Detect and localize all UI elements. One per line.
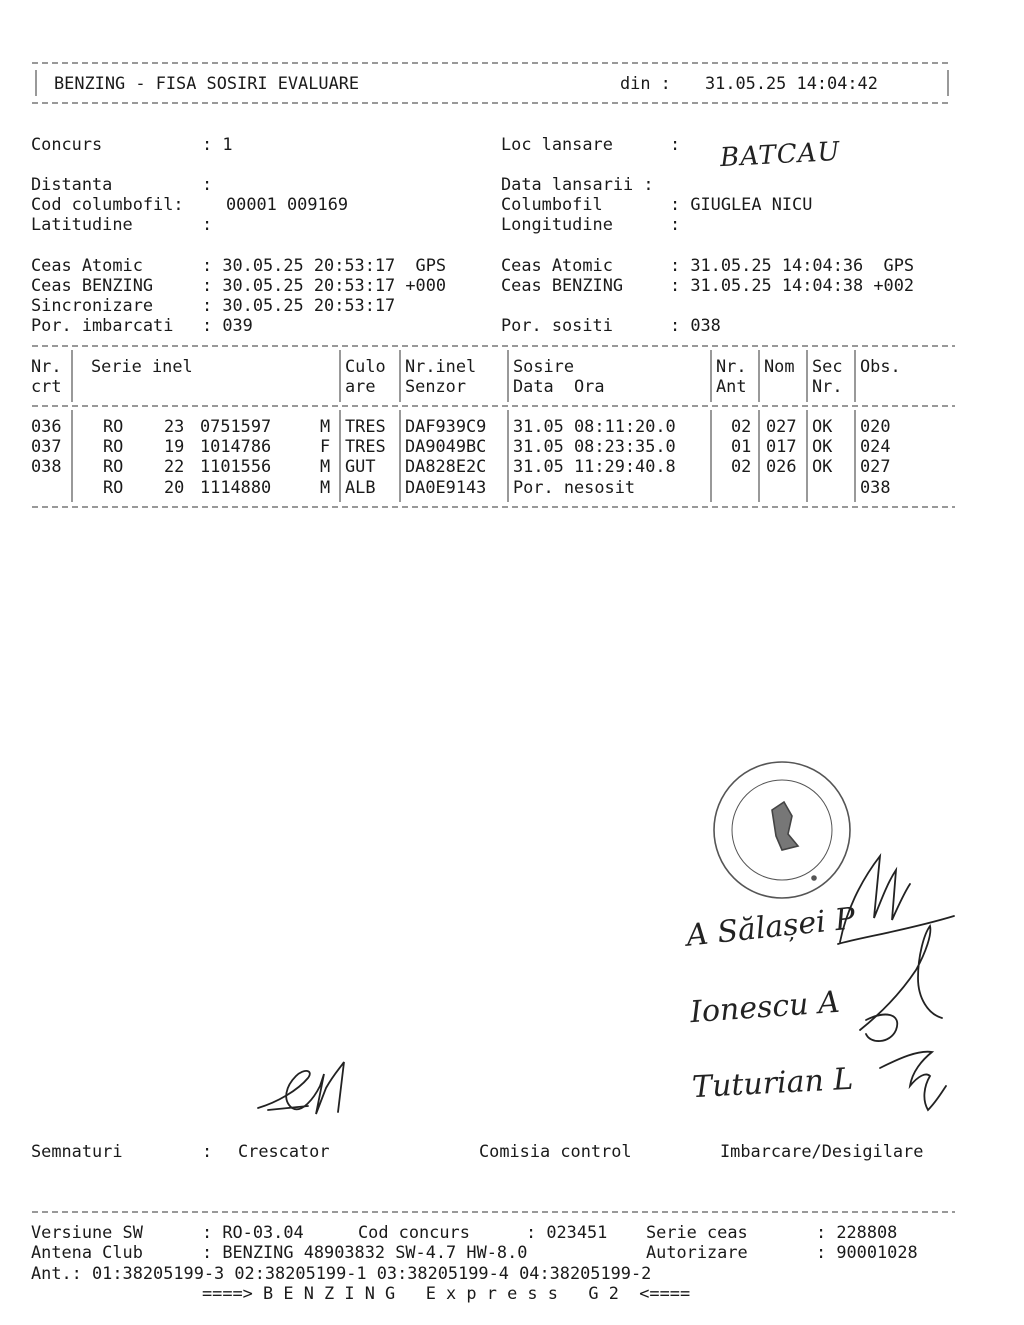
clock-left-value: : 30.05.25 20:53:17 +000 (202, 275, 447, 295)
cell-obs: 027 (860, 456, 891, 476)
latitudine-label: Latitudine (31, 214, 133, 234)
versiune-value: : RO-03.04 (202, 1222, 304, 1242)
header-nr: Nr. (31, 356, 62, 376)
cell-obs: 038 (860, 477, 891, 497)
cell-crt: 036 (31, 416, 62, 436)
clock-right-value: : 31.05.25 14:04:38 +002 (670, 275, 915, 295)
clock-left-value: : 039 (202, 315, 253, 335)
longitudine-label: Longitudine (501, 214, 613, 234)
semnaturi-label: Semnaturi (31, 1141, 123, 1161)
longitudine-value: : (670, 214, 681, 234)
antenna-serials: Ant.: 01:38205199-3 02:38205199-1 03:38205199-4 04:38205199-2 (31, 1263, 652, 1283)
cell-nom: 027 (766, 416, 797, 436)
serie-ceas-label: Serie ceas (646, 1222, 748, 1242)
cell-ant: 01 (731, 436, 752, 456)
loc-lansare-label: Loc lansare (501, 134, 613, 154)
header-sosire: Sosire (513, 356, 575, 376)
header-obs: Obs. (860, 356, 901, 376)
brand-line: ====> B E N Z I N G E x p r e s s G 2 <==== (202, 1283, 691, 1303)
cell-senzor: DAF939C9 (405, 416, 487, 436)
cell-inel: 0751597 (200, 416, 272, 436)
columbofil-value: : GIUGLEA NICU (670, 194, 813, 214)
din-value: 31.05.25 14:04:42 (705, 73, 878, 93)
header-nom: Nom (764, 356, 795, 376)
clock-left-label: Ceas BENZING (31, 275, 154, 295)
imbarcare-label: Imbarcare/Desigilare (720, 1141, 924, 1161)
cell-tara: RO (103, 416, 124, 436)
document-title: BENZING - FISA SOSIRI EVALUARE (54, 73, 360, 93)
distanta-value: : (202, 174, 213, 194)
clock-left-label: Ceas Atomic (31, 255, 143, 275)
data-lansarii-label: Data lansarii : (501, 174, 654, 194)
clock-left-value: : 30.05.25 20:53:17 GPS (202, 255, 447, 275)
serie-ceas-value: : 228808 (816, 1222, 898, 1242)
cell-an: 23 (164, 416, 185, 436)
commission-name-3: Tuturian L (691, 1061, 855, 1106)
cell-culoare: TRES (345, 416, 386, 436)
clock-right-label: Ceas Atomic (501, 255, 613, 275)
header-nr-inel: Nr.inel (405, 356, 477, 376)
cell-crt: 038 (31, 456, 62, 476)
cell-inel: 1101556 (200, 456, 272, 476)
cell-culoare: TRES (345, 436, 386, 456)
cell-tara: RO (103, 456, 124, 476)
cell-crt: 037 (31, 436, 62, 456)
versiune-label: Versiune SW (31, 1222, 143, 1242)
cell-obs: 020 (860, 416, 891, 436)
cell-sosire: 31.05 08:11:20.0 (513, 416, 676, 436)
cell-sex: M (320, 456, 331, 476)
loc-lansare-colon: : (670, 134, 681, 154)
din-label: din : (620, 73, 671, 93)
cell-an: 20 (164, 477, 185, 497)
loc-lansare-handwritten: BATCAU (719, 136, 842, 174)
cell-ant: 02 (731, 416, 752, 436)
header-serie-inel: Serie inel (91, 356, 193, 376)
cell-sex: M (320, 477, 331, 497)
header-crt: crt (31, 376, 62, 396)
columbofil-label: Columbofil (501, 194, 603, 214)
cod-concurs-label: Cod concurs (358, 1222, 470, 1242)
cell-an: 22 (164, 456, 185, 476)
autorizare-value: : 90001028 (816, 1242, 918, 1262)
header-are: are (345, 376, 376, 396)
cell-obs: 024 (860, 436, 891, 456)
commission-name-1: A Sălașei P (684, 901, 857, 954)
latitudine-value: : (202, 214, 213, 234)
antena-label: Antena Club (31, 1242, 143, 1262)
concurs-value: : 1 (202, 134, 233, 154)
cod-columbofil-label: Cod columbofil: (31, 194, 184, 214)
cod-concurs-value: : 023451 (526, 1222, 608, 1242)
clock-right-label: Por. sositi (501, 315, 613, 335)
commission-name-2: Ionescu A (688, 984, 841, 1031)
antena-value: : BENZING 48903832 SW-4.7 HW-8.0 (202, 1242, 528, 1262)
clock-left-value: : 30.05.25 20:53:17 (202, 295, 396, 315)
cell-senzor: DA0E9143 (405, 477, 487, 497)
cell-inel: 1114880 (200, 477, 272, 497)
cell-sosire: 31.05 11:29:40.8 (513, 456, 676, 476)
header-data-ora: Data Ora (513, 376, 605, 396)
cell-senzor: DA828E2C (405, 456, 487, 476)
clock-left-label: Por. imbarcati (31, 315, 174, 335)
autorizare-label: Autorizare (646, 1242, 748, 1262)
cell-culoare: ALB (345, 477, 376, 497)
cell-senzor: DA9049BC (405, 436, 487, 456)
comisia-label: Comisia control (479, 1141, 632, 1161)
cell-sosire: Por. nesosit (513, 477, 636, 497)
semnaturi-colon: : (202, 1141, 213, 1161)
clock-right-value: : 31.05.25 14:04:36 GPS (670, 255, 915, 275)
header-sec: Sec (812, 356, 843, 376)
header-ant: Ant (716, 376, 747, 396)
cell-ant: 02 (731, 456, 752, 476)
cell-inel: 1014786 (200, 436, 272, 456)
cell-sec: OK (812, 416, 833, 436)
cell-sex: M (320, 416, 331, 436)
clock-right-label: Ceas BENZING (501, 275, 624, 295)
concurs-label: Concurs (31, 134, 103, 154)
cell-nom: 026 (766, 456, 797, 476)
clock-right-value: : 038 (670, 315, 721, 335)
cell-sec: OK (812, 436, 833, 456)
crescator-label: Crescator (238, 1141, 330, 1161)
header-sec-nr: Nr. (812, 376, 843, 396)
cell-an: 19 (164, 436, 185, 456)
cell-tara: RO (103, 436, 124, 456)
cell-sex: F (320, 436, 331, 456)
header-nr-ant: Nr. (716, 356, 747, 376)
cell-nom: 017 (766, 436, 797, 456)
cell-sec: OK (812, 456, 833, 476)
cell-tara: RO (103, 477, 124, 497)
clock-left-label: Sincronizare (31, 295, 154, 315)
cell-sosire: 31.05 08:23:35.0 (513, 436, 676, 456)
distanta-label: Distanta (31, 174, 113, 194)
cell-culoare: GUT (345, 456, 376, 476)
cod-columbofil-value: 00001 009169 (226, 194, 349, 214)
header-senzor: Senzor (405, 376, 467, 396)
header-culoare: Culo (345, 356, 386, 376)
